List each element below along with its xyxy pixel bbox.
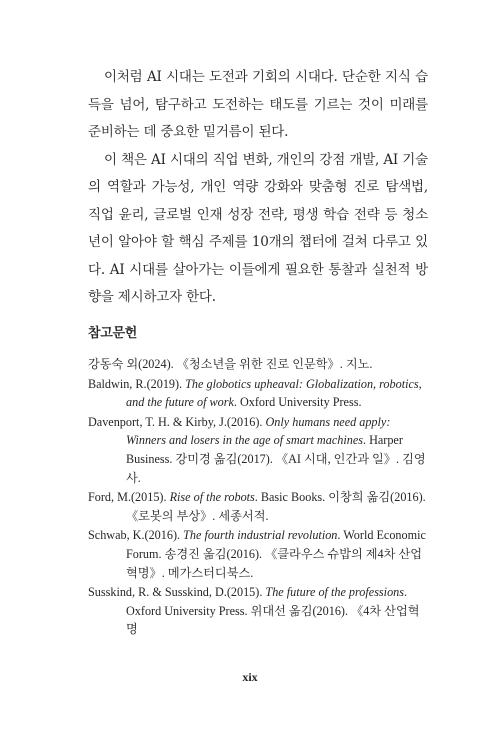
reference-entry: Ford, M.(2015). Rise of the robots. Basic Books. 이창희 옮김(2016). 《로봇의 부상》. 세종서적. bbox=[88, 490, 426, 523]
reference-entry: Baldwin, R.(2019). The globotics upheaval: Globalization, robotics, and the future of work. Oxford University Press. bbox=[88, 376, 422, 410]
body-text bbox=[88, 64, 428, 312]
reference-entry: 강동숙 외(2024). 《청소년을 위한 진로 인문학》. 지노. bbox=[88, 357, 373, 371]
reference-entry: Davenport, T. H. & Kirby, J.(2016). Only humans need apply: Winners and losers in the age of smart machines. Harper Business. 강미경 옮김(2017). 《AI 시대, 인간과 일》. 김영사. bbox=[88, 414, 426, 485]
references-heading: 참고문헌 bbox=[88, 326, 138, 341]
page-number: xix bbox=[242, 670, 258, 684]
paragraph: 이처럼 AI 시대는 도전과 기회의 시대다. 단순한 지식 습득을 넘어, 탐구하고 도전하는 태도를 기르는 것이 미래를 준비하는 데 중요한 밑거름이 된다. bbox=[88, 69, 428, 140]
references-section bbox=[88, 322, 430, 640]
reference-entry: Susskind, R. & Susskind, D.(2015). The future of the professions. Oxford University Press. 위대선 옮김(2016). 《4차 산업혁명 bbox=[88, 585, 420, 637]
paragraph: 이 책은 AI 시대의 직업 변화, 개인의 강점 개발, AI 기술의 역할과 가능성, 개인 역량 강화와 맞춤형 진로 탐색법, 직업 윤리, 글로벌 인재 성장 전략, 평생 학습 전략 등 청소년이 알아야 할 핵심 주제를 10개의 챕터에 걸쳐 다루고 있다. AI 시대를 살아가는 이들에게 필요한 통찰과 실천적 방향을 제시하고자 한다. bbox=[88, 151, 428, 305]
reference-list bbox=[88, 355, 430, 639]
reference-entry: Schwab, K.(2016). The fourth industrial revolution. World Economic Forum. 송경진 옮김(2016). 《클라우스 슈밥의 제4차 산업혁명》. 메가스터디북스. bbox=[88, 528, 426, 580]
